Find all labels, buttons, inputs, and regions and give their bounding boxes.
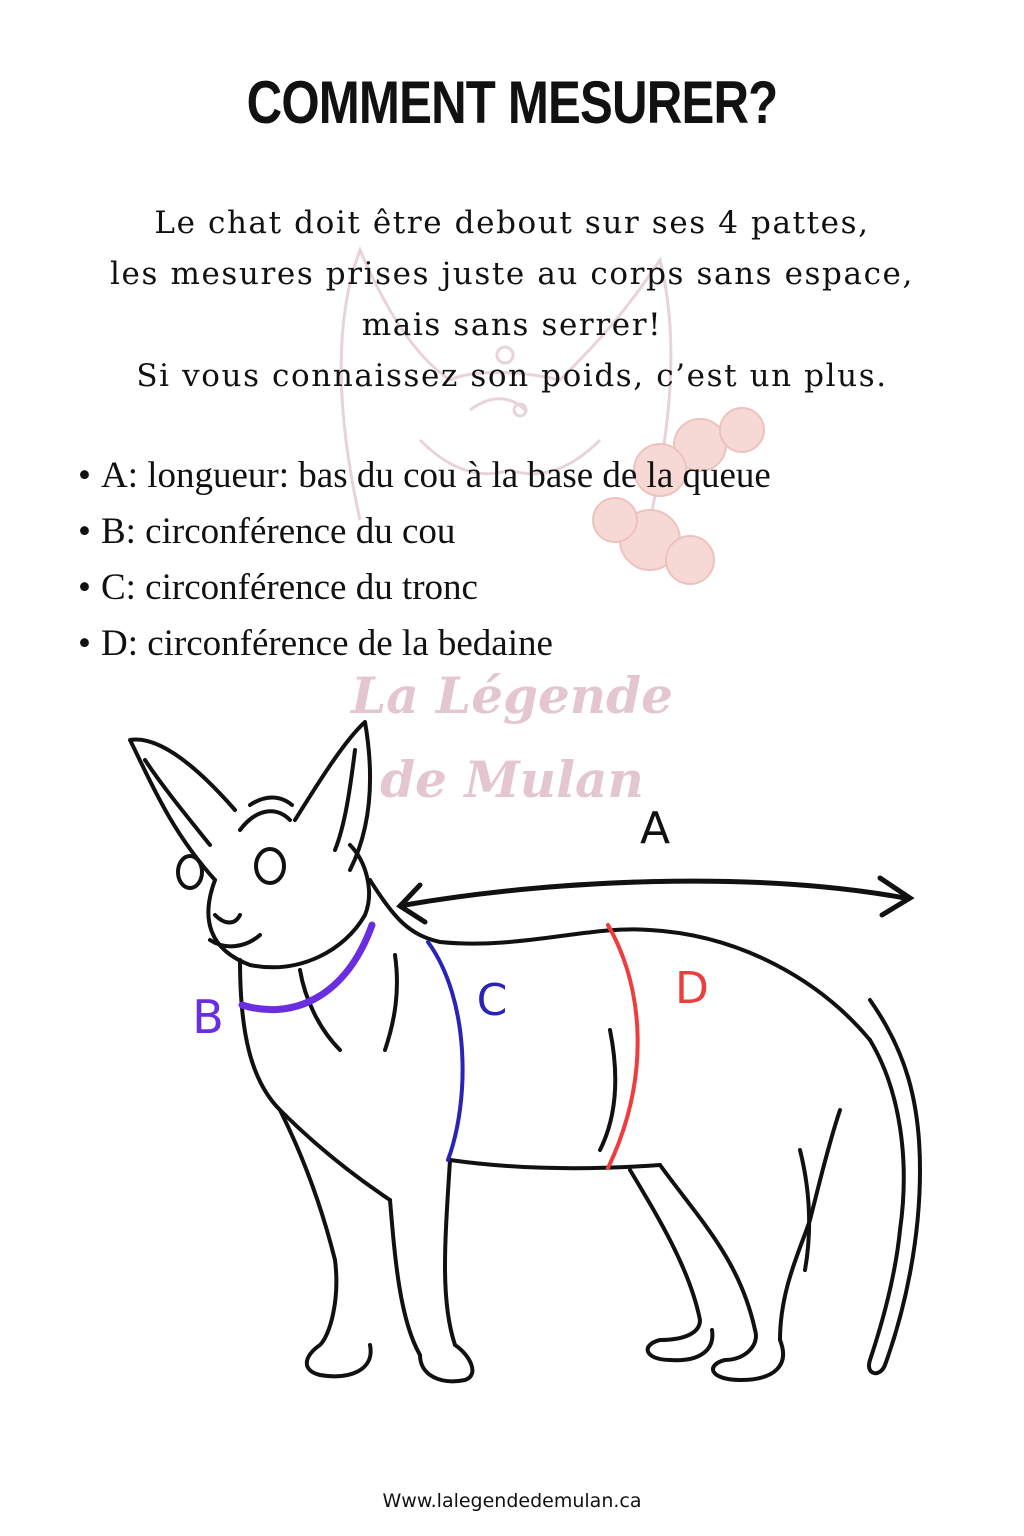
bullet-a: • A: longueur: bas du cou à la base de la queue: [78, 448, 771, 504]
intro-line: Le chat doit être debout sur ses 4 pattes,: [154, 205, 870, 241]
label-a: A: [639, 803, 671, 854]
page-title: COMMENT MESURER?: [246, 69, 778, 136]
measure-c-line: [428, 942, 463, 1160]
measure-a-arrow: [400, 878, 910, 922]
intro-line: mais sans serrer!: [361, 307, 663, 343]
label-d: D: [675, 963, 709, 1014]
website-url: Www.lalegendedemulan.ca: [382, 1490, 642, 1512]
bullet-d: • D: circonférence de la bedaine: [78, 616, 771, 672]
watermark-line1: La Légende: [351, 666, 673, 725]
cat-illustration: [130, 722, 920, 1381]
label-b: B: [192, 990, 224, 1044]
label-c: C: [476, 975, 508, 1026]
intro-line: les mesures prises juste au corps sans espace,: [110, 256, 914, 292]
watermark-line2: de Mulan: [380, 750, 644, 809]
intro-line: Si vous connaissez son poids, c’est un plus.: [136, 358, 888, 394]
bullet-b: • B: circonférence du cou: [78, 504, 771, 560]
bullet-c: • C: circonférence du tronc: [78, 560, 771, 616]
